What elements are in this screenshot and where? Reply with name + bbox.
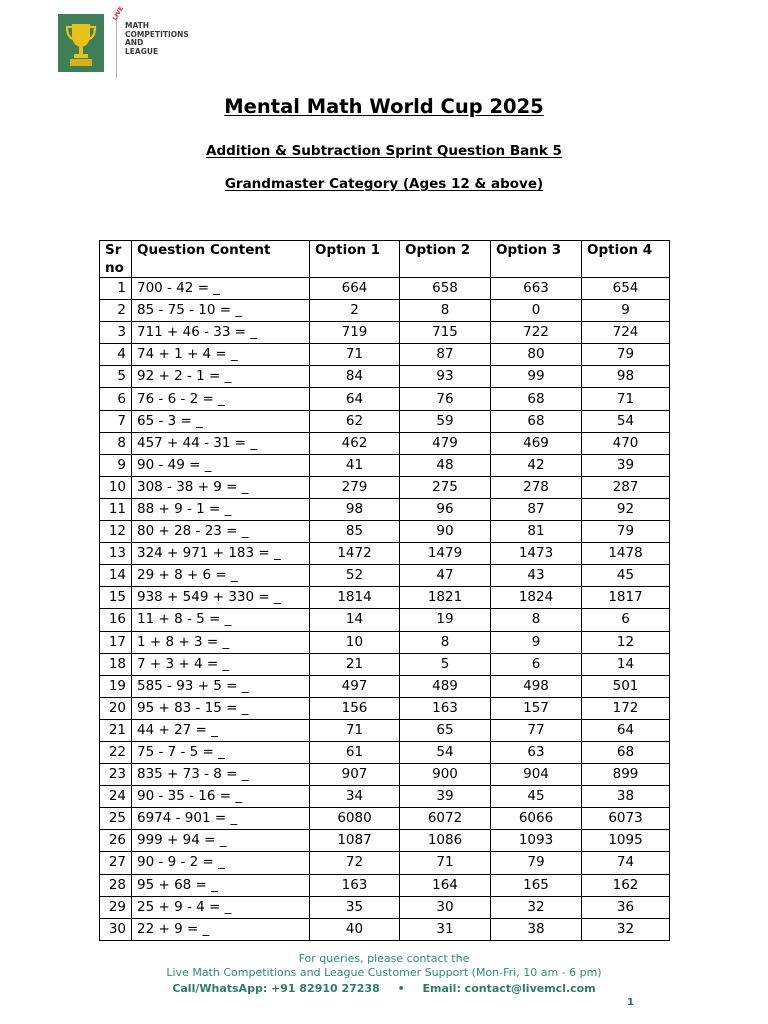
sr-no-cell: 25 xyxy=(100,808,132,830)
table-row xyxy=(100,278,670,300)
option-1-cell: 84 xyxy=(310,366,400,388)
question-cell: 74 + 1 + 4 = _ xyxy=(132,344,310,366)
sr-no-cell: 14 xyxy=(100,565,132,587)
option-1-cell: 1814 xyxy=(310,587,400,609)
option-3-cell: 63 xyxy=(491,741,582,763)
question-cell: 457 + 44 - 31 = _ xyxy=(132,432,310,454)
option-2-cell: 59 xyxy=(400,410,491,432)
option-1-cell: 85 xyxy=(310,521,400,543)
table-row xyxy=(100,454,670,476)
table-row xyxy=(100,410,670,432)
option-3-cell: 157 xyxy=(491,697,582,719)
question-cell: 90 - 35 - 16 = _ xyxy=(132,786,310,808)
option-4-cell: 9 xyxy=(582,300,670,322)
option-2-cell: 715 xyxy=(400,322,491,344)
option-4-cell: 724 xyxy=(582,322,670,344)
option-1-cell: 1087 xyxy=(310,830,400,852)
option-1-cell: 907 xyxy=(310,764,400,786)
option-2-cell: 54 xyxy=(400,741,491,763)
table-row xyxy=(100,587,670,609)
sr-no-cell: 4 xyxy=(100,344,132,366)
option-2-cell: 71 xyxy=(400,852,491,874)
option-1-cell: 156 xyxy=(310,697,400,719)
question-cell: 835 + 73 - 8 = _ xyxy=(132,764,310,786)
question-cell: 92 + 2 - 1 = _ xyxy=(132,366,310,388)
option-3-cell: 43 xyxy=(491,565,582,587)
header-option-1: Option 1 xyxy=(310,241,400,278)
option-1-cell: 40 xyxy=(310,918,400,940)
sr-no-cell: 16 xyxy=(100,609,132,631)
option-2-cell: 1821 xyxy=(400,587,491,609)
table-row xyxy=(100,874,670,896)
option-1-cell: 6080 xyxy=(310,808,400,830)
sr-no-cell: 18 xyxy=(100,653,132,675)
table-row xyxy=(100,631,670,653)
table-row xyxy=(100,388,670,410)
table-header-row xyxy=(100,241,670,278)
option-1-cell: 719 xyxy=(310,322,400,344)
option-2-cell: 6072 xyxy=(400,808,491,830)
question-cell: 88 + 9 - 1 = _ xyxy=(132,498,310,520)
option-4-cell: 287 xyxy=(582,476,670,498)
question-cell: 95 + 83 - 15 = _ xyxy=(132,697,310,719)
option-4-cell: 92 xyxy=(582,498,670,520)
question-cell: 75 - 7 - 5 = _ xyxy=(132,741,310,763)
question-cell: 1 + 8 + 3 = _ xyxy=(132,631,310,653)
option-2-cell: 489 xyxy=(400,675,491,697)
question-table xyxy=(99,240,670,941)
question-cell: 76 - 6 - 2 = _ xyxy=(132,388,310,410)
option-4-cell: 32 xyxy=(582,918,670,940)
option-2-cell: 31 xyxy=(400,918,491,940)
question-cell: 324 + 971 + 183 = _ xyxy=(132,543,310,565)
option-4-cell: 172 xyxy=(582,697,670,719)
option-3-cell: 278 xyxy=(491,476,582,498)
logo-badge xyxy=(58,14,104,72)
table-row xyxy=(100,918,670,940)
sr-no-cell: 10 xyxy=(100,476,132,498)
category-heading: Grandmaster Category (Ages 12 & above) xyxy=(224,176,544,192)
question-cell: 938 + 549 + 330 = _ xyxy=(132,587,310,609)
option-3-cell: 663 xyxy=(491,278,582,300)
option-3-cell: 77 xyxy=(491,719,582,741)
option-1-cell: 21 xyxy=(310,653,400,675)
option-4-cell: 12 xyxy=(582,631,670,653)
page-subtitle: Addition & Subtraction Sprint Question Bank 5 xyxy=(206,143,562,159)
option-4-cell: 36 xyxy=(582,896,670,918)
option-2-cell: 48 xyxy=(400,454,491,476)
option-4-cell: 6 xyxy=(582,609,670,631)
sr-no-cell: 27 xyxy=(100,852,132,874)
option-1-cell: 61 xyxy=(310,741,400,763)
option-4-cell: 39 xyxy=(582,454,670,476)
sr-no-cell: 21 xyxy=(100,719,132,741)
option-2-cell: 90 xyxy=(400,521,491,543)
table-row xyxy=(100,322,670,344)
table-row xyxy=(100,521,670,543)
sr-no-cell: 1 xyxy=(100,278,132,300)
option-3-cell: 32 xyxy=(491,896,582,918)
table-row xyxy=(100,366,670,388)
sr-no-cell: 22 xyxy=(100,741,132,763)
option-3-cell: 9 xyxy=(491,631,582,653)
option-3-cell: 904 xyxy=(491,764,582,786)
sr-no-cell: 17 xyxy=(100,631,132,653)
question-cell: 22 + 9 = _ xyxy=(132,918,310,940)
header-sr-no: Sr no xyxy=(100,241,132,278)
sr-no-cell: 20 xyxy=(100,697,132,719)
table-row xyxy=(100,609,670,631)
option-4-cell: 68 xyxy=(582,741,670,763)
sr-no-cell: 12 xyxy=(100,521,132,543)
option-2-cell: 164 xyxy=(400,874,491,896)
option-3-cell: 1473 xyxy=(491,543,582,565)
table-row xyxy=(100,675,670,697)
sr-no-cell: 11 xyxy=(100,498,132,520)
question-cell: 585 - 93 + 5 = _ xyxy=(132,675,310,697)
option-1-cell: 163 xyxy=(310,874,400,896)
sr-no-cell: 26 xyxy=(100,830,132,852)
question-cell: 6974 - 901 = _ xyxy=(132,808,310,830)
option-3-cell: 87 xyxy=(491,498,582,520)
option-3-cell: 81 xyxy=(491,521,582,543)
option-2-cell: 1479 xyxy=(400,543,491,565)
logo-line-2: COMPETITIONS xyxy=(125,29,189,39)
table-body xyxy=(100,278,670,941)
table-row xyxy=(100,764,670,786)
option-3-cell: 165 xyxy=(491,874,582,896)
option-2-cell: 900 xyxy=(400,764,491,786)
table-row xyxy=(100,786,670,808)
table-row xyxy=(100,852,670,874)
page-title: Mental Math World Cup 2025 xyxy=(224,95,544,118)
option-2-cell: 39 xyxy=(400,786,491,808)
option-4-cell: 79 xyxy=(582,344,670,366)
option-2-cell: 8 xyxy=(400,631,491,653)
option-3-cell: 45 xyxy=(491,786,582,808)
question-cell: 11 + 8 - 5 = _ xyxy=(132,609,310,631)
logo xyxy=(58,5,189,78)
option-2-cell: 93 xyxy=(400,366,491,388)
option-1-cell: 34 xyxy=(310,786,400,808)
option-1-cell: 71 xyxy=(310,719,400,741)
sr-no-cell: 15 xyxy=(100,587,132,609)
trophy-icon xyxy=(58,14,104,72)
option-1-cell: 279 xyxy=(310,476,400,498)
option-4-cell: 38 xyxy=(582,786,670,808)
question-cell: 7 + 3 + 4 = _ xyxy=(132,653,310,675)
option-1-cell: 497 xyxy=(310,675,400,697)
question-cell: 90 - 9 - 2 = _ xyxy=(132,852,310,874)
option-3-cell: 469 xyxy=(491,432,582,454)
sr-no-cell: 13 xyxy=(100,543,132,565)
option-2-cell: 163 xyxy=(400,697,491,719)
sr-no-cell: 30 xyxy=(100,918,132,940)
option-4-cell: 654 xyxy=(582,278,670,300)
option-4-cell: 54 xyxy=(582,410,670,432)
question-cell: 700 - 42 = _ xyxy=(132,278,310,300)
option-4-cell: 98 xyxy=(582,366,670,388)
option-2-cell: 47 xyxy=(400,565,491,587)
option-2-cell: 30 xyxy=(400,896,491,918)
sr-no-cell: 7 xyxy=(100,410,132,432)
option-2-cell: 76 xyxy=(400,388,491,410)
option-3-cell: 80 xyxy=(491,344,582,366)
option-2-cell: 65 xyxy=(400,719,491,741)
question-cell: 25 + 9 - 4 = _ xyxy=(132,896,310,918)
option-4-cell: 74 xyxy=(582,852,670,874)
option-3-cell: 42 xyxy=(491,454,582,476)
sr-no-cell: 2 xyxy=(100,300,132,322)
option-2-cell: 658 xyxy=(400,278,491,300)
option-3-cell: 38 xyxy=(491,918,582,940)
option-1-cell: 10 xyxy=(310,631,400,653)
question-cell: 29 + 8 + 6 = _ xyxy=(132,565,310,587)
option-3-cell: 68 xyxy=(491,410,582,432)
footer-contact-details xyxy=(0,982,768,995)
option-2-cell: 8 xyxy=(400,300,491,322)
table-row xyxy=(100,543,670,565)
question-cell: 44 + 27 = _ xyxy=(132,719,310,741)
option-4-cell: 501 xyxy=(582,675,670,697)
option-2-cell: 96 xyxy=(400,498,491,520)
table-row xyxy=(100,300,670,322)
option-1-cell: 1472 xyxy=(310,543,400,565)
sr-no-cell: 28 xyxy=(100,874,132,896)
option-4-cell: 899 xyxy=(582,764,670,786)
option-2-cell: 479 xyxy=(400,432,491,454)
option-3-cell: 722 xyxy=(491,322,582,344)
question-cell: 999 + 94 = _ xyxy=(132,830,310,852)
option-4-cell: 1095 xyxy=(582,830,670,852)
sr-no-cell: 5 xyxy=(100,366,132,388)
table-row xyxy=(100,808,670,830)
option-3-cell: 68 xyxy=(491,388,582,410)
option-1-cell: 41 xyxy=(310,454,400,476)
option-2-cell: 1086 xyxy=(400,830,491,852)
option-4-cell: 162 xyxy=(582,874,670,896)
option-3-cell: 6066 xyxy=(491,808,582,830)
option-2-cell: 87 xyxy=(400,344,491,366)
logo-line-1: MATH xyxy=(125,21,150,30)
footer-support-hours: Live Math Competitions and League Customer Support (Mon-Fri, 10 am - 6 pm) xyxy=(166,966,602,979)
option-4-cell: 6073 xyxy=(582,808,670,830)
option-4-cell: 71 xyxy=(582,388,670,410)
table-row xyxy=(100,476,670,498)
option-3-cell: 6 xyxy=(491,653,582,675)
question-cell: 80 + 28 - 23 = _ xyxy=(132,521,310,543)
header-question: Question Content xyxy=(132,241,310,278)
footer-contact-intro: For queries, please contact the xyxy=(298,952,470,965)
option-4-cell: 1478 xyxy=(582,543,670,565)
option-3-cell: 498 xyxy=(491,675,582,697)
option-1-cell: 664 xyxy=(310,278,400,300)
sr-no-cell: 9 xyxy=(100,454,132,476)
footer-separator: • xyxy=(397,982,405,995)
option-2-cell: 5 xyxy=(400,653,491,675)
option-3-cell: 79 xyxy=(491,852,582,874)
option-1-cell: 72 xyxy=(310,852,400,874)
logo-wordmark xyxy=(111,5,189,56)
option-2-cell: 275 xyxy=(400,476,491,498)
question-cell: 308 - 38 + 9 = _ xyxy=(132,476,310,498)
sr-no-cell: 23 xyxy=(100,764,132,786)
table-row xyxy=(100,344,670,366)
table-row xyxy=(100,719,670,741)
option-4-cell: 1817 xyxy=(582,587,670,609)
option-1-cell: 2 xyxy=(310,300,400,322)
page-number: 1 xyxy=(627,997,634,1008)
header-option-4: Option 4 xyxy=(582,241,670,278)
sr-no-cell: 24 xyxy=(100,786,132,808)
table-row xyxy=(100,498,670,520)
table-row xyxy=(100,896,670,918)
option-1-cell: 98 xyxy=(310,498,400,520)
option-1-cell: 71 xyxy=(310,344,400,366)
option-3-cell: 1093 xyxy=(491,830,582,852)
table-row xyxy=(100,653,670,675)
table-row xyxy=(100,697,670,719)
option-3-cell: 0 xyxy=(491,300,582,322)
sr-no-cell: 29 xyxy=(100,896,132,918)
option-4-cell: 79 xyxy=(582,521,670,543)
option-3-cell: 99 xyxy=(491,366,582,388)
question-cell: 95 + 68 = _ xyxy=(132,874,310,896)
question-cell: 711 + 46 - 33 = _ xyxy=(132,322,310,344)
option-1-cell: 64 xyxy=(310,388,400,410)
question-cell: 85 - 75 - 10 = _ xyxy=(132,300,310,322)
footer-email: Email: contact@livemcl.com xyxy=(422,982,596,995)
table-row xyxy=(100,432,670,454)
option-4-cell: 45 xyxy=(582,565,670,587)
option-1-cell: 62 xyxy=(310,410,400,432)
option-1-cell: 52 xyxy=(310,565,400,587)
option-1-cell: 14 xyxy=(310,609,400,631)
footer-phone: Call/WhatsApp: +91 82910 27238 xyxy=(172,982,380,995)
header-option-3: Option 3 xyxy=(491,241,582,278)
logo-live-label: LIVE xyxy=(111,5,126,22)
option-4-cell: 470 xyxy=(582,432,670,454)
option-3-cell: 1824 xyxy=(491,587,582,609)
option-4-cell: 64 xyxy=(582,719,670,741)
option-2-cell: 19 xyxy=(400,609,491,631)
option-1-cell: 462 xyxy=(310,432,400,454)
table-row xyxy=(100,741,670,763)
sr-no-cell: 8 xyxy=(100,432,132,454)
table-row xyxy=(100,565,670,587)
sr-no-cell: 6 xyxy=(100,388,132,410)
logo-line-4: LEAGUE xyxy=(125,46,159,56)
header-option-2: Option 2 xyxy=(400,241,491,278)
sr-no-cell: 3 xyxy=(100,322,132,344)
logo-line-3: AND xyxy=(125,38,144,48)
option-1-cell: 35 xyxy=(310,896,400,918)
question-cell: 65 - 3 = _ xyxy=(132,410,310,432)
sr-no-cell: 19 xyxy=(100,675,132,697)
option-3-cell: 8 xyxy=(491,609,582,631)
option-4-cell: 14 xyxy=(582,653,670,675)
table-row xyxy=(100,830,670,852)
question-cell: 90 - 49 = _ xyxy=(132,454,310,476)
